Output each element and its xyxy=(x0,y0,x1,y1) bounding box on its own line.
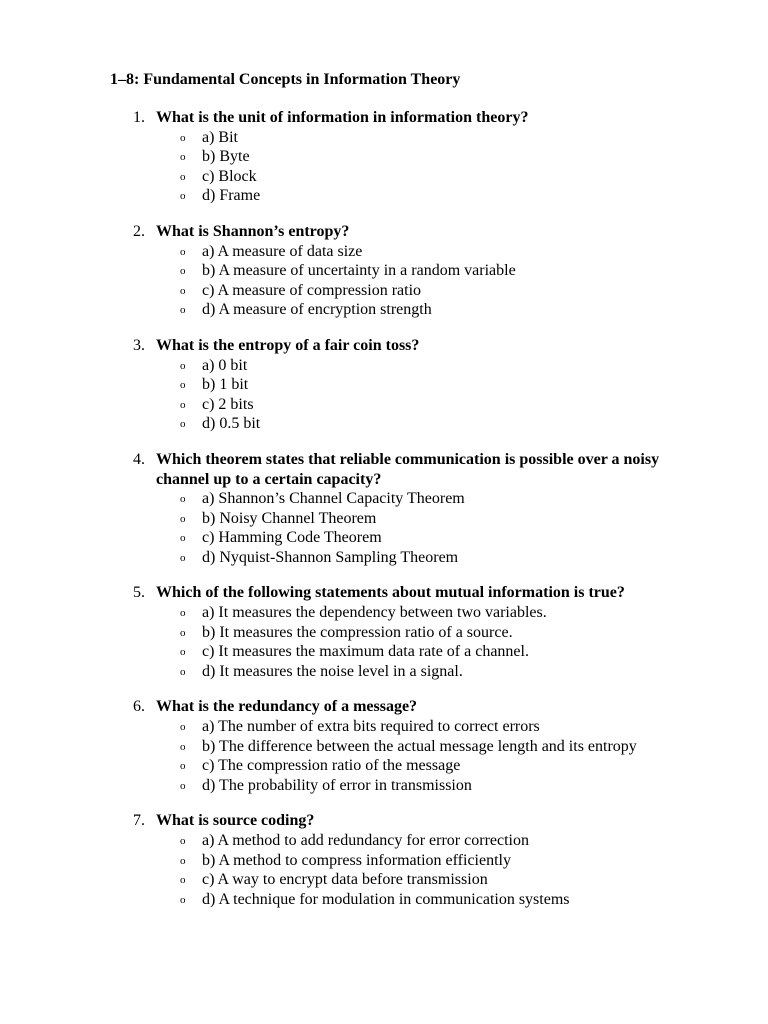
bullet-icon: o xyxy=(180,493,186,506)
option-text: b) A method to compress information efficiently xyxy=(202,851,511,869)
option-text: d) Nyquist-Shannon Sampling Theorem xyxy=(202,548,459,566)
option-text: a) The number of extra bits required to correct errors xyxy=(202,718,540,736)
option-item xyxy=(0,870,768,890)
option-text: c) A way to encrypt data before transmission xyxy=(202,871,488,889)
option-text: d) A measure of encryption strength xyxy=(202,301,432,319)
option-item xyxy=(0,548,768,568)
option-text: c) A measure of compression ratio xyxy=(202,281,422,299)
bullet-icon: o xyxy=(180,626,186,639)
question-2 xyxy=(0,222,768,320)
question-stem xyxy=(0,450,768,489)
option-item xyxy=(0,528,768,548)
question-1 xyxy=(0,108,768,206)
option-text: c) Hamming Code Theorem xyxy=(202,529,382,547)
option-item xyxy=(0,737,768,757)
question-stem xyxy=(0,108,768,128)
question-number: 7. xyxy=(133,812,145,830)
bullet-icon: o xyxy=(180,398,186,411)
option-list xyxy=(0,356,768,434)
option-text: b) The difference between the actual message length and its entropy xyxy=(202,737,637,755)
option-text: d) A technique for modulation in communication systems xyxy=(202,890,570,908)
bullet-icon: o xyxy=(180,284,186,297)
question-stem xyxy=(0,811,768,831)
question-5 xyxy=(0,583,768,681)
option-text: d) The probability of error in transmission xyxy=(202,776,472,794)
bullet-icon: o xyxy=(180,532,186,545)
option-item xyxy=(0,489,768,509)
option-item xyxy=(0,128,768,148)
option-text: d) It measures the noise level in a signal. xyxy=(202,662,463,680)
option-list xyxy=(0,242,768,320)
question-number: 2. xyxy=(133,222,145,240)
option-item xyxy=(0,756,768,776)
bullet-icon: o xyxy=(180,835,186,847)
option-text: c) The compression ratio of the message xyxy=(202,757,461,775)
bullet-icon: o xyxy=(180,646,186,659)
question-text: What is the redundancy of a message? xyxy=(156,698,418,716)
bullet-icon: o xyxy=(180,131,186,144)
bullet-icon: o xyxy=(180,760,186,773)
option-item xyxy=(0,890,768,910)
question-3 xyxy=(0,336,768,434)
bullet-icon: o xyxy=(180,304,186,317)
option-text: d) 0.5 bit xyxy=(202,415,261,433)
question-number: 3. xyxy=(133,336,145,354)
option-text: d) Frame xyxy=(202,187,261,205)
bullet-icon: o xyxy=(180,740,186,753)
question-number: 1. xyxy=(133,109,145,126)
bullet-icon: o xyxy=(180,245,186,258)
option-text: a) Shannon’s Channel Capacity Theorem xyxy=(202,490,465,508)
option-text: b) Noisy Channel Theorem xyxy=(202,509,377,527)
option-item xyxy=(0,414,768,434)
bullet-icon: o xyxy=(180,512,186,525)
option-list xyxy=(0,831,768,909)
option-text: b) It measures the compression ratio of a source. xyxy=(202,623,513,641)
option-item xyxy=(0,356,768,376)
option-item xyxy=(0,147,768,167)
question-text: What is source coding? xyxy=(156,812,315,830)
option-list xyxy=(0,603,768,681)
bullet-icon: o xyxy=(180,721,186,734)
option-text: a) Bit xyxy=(202,128,238,146)
question-text: What is the unit of information in information theory? xyxy=(156,109,529,126)
option-item xyxy=(0,186,768,206)
option-list xyxy=(0,489,768,567)
option-text: a) 0 bit xyxy=(202,356,248,374)
option-item xyxy=(0,603,768,623)
question-list xyxy=(0,108,768,925)
question-text: What is Shannon’s entropy? xyxy=(156,222,350,240)
option-text: b) Byte xyxy=(202,148,250,166)
option-text: c) Block xyxy=(202,167,257,185)
option-text: a) A measure of data size xyxy=(202,242,363,260)
bullet-icon: o xyxy=(180,359,186,372)
bullet-icon: o xyxy=(180,265,186,278)
question-text: Which of the following statements about mutual information is true? xyxy=(156,584,625,602)
option-item xyxy=(0,395,768,415)
bullet-icon: o xyxy=(180,665,186,678)
option-item xyxy=(0,717,768,737)
question-6 xyxy=(0,697,768,795)
option-text: c) It measures the maximum data rate of a channel. xyxy=(202,643,529,661)
bullet-icon: o xyxy=(180,779,186,792)
option-item xyxy=(0,509,768,529)
bullet-icon: o xyxy=(180,379,186,392)
option-text: b) 1 bit xyxy=(202,376,249,394)
option-item xyxy=(0,281,768,301)
question-4 xyxy=(0,450,768,568)
option-list xyxy=(0,128,768,206)
question-stem xyxy=(0,697,768,717)
question-number: 5. xyxy=(133,584,145,602)
question-stem xyxy=(0,583,768,603)
option-item xyxy=(0,242,768,262)
section-title: 1–8: Fundamental Concepts in Information Theory xyxy=(110,71,461,88)
question-stem xyxy=(0,336,768,356)
bullet-icon: o xyxy=(180,170,186,183)
bullet-icon: o xyxy=(180,874,186,887)
bullet-icon: o xyxy=(180,418,186,431)
bullet-icon: o xyxy=(180,151,186,164)
option-text: a) It measures the dependency between two variables. xyxy=(202,604,547,622)
question-text: Which theorem states that reliable communication is possible over a noisy channel up to a certain capacity? xyxy=(156,450,660,488)
question-text: What is the entropy of a fair coin toss? xyxy=(156,336,420,354)
option-item xyxy=(0,167,768,187)
option-list xyxy=(0,717,768,795)
option-item xyxy=(0,261,768,281)
question-7 xyxy=(0,811,768,909)
option-item xyxy=(0,851,768,871)
option-text: b) A measure of uncertainty in a random variable xyxy=(202,262,516,280)
bullet-icon: o xyxy=(180,893,186,906)
option-item xyxy=(0,300,768,320)
option-text: a) A method to add redundancy for error correction xyxy=(202,832,529,849)
option-item xyxy=(0,642,768,662)
option-item xyxy=(0,776,768,796)
option-item xyxy=(0,375,768,395)
bullet-icon: o xyxy=(180,551,186,564)
question-stem xyxy=(0,222,768,242)
option-text: c) 2 bits xyxy=(202,395,254,413)
question-number: 4. xyxy=(133,450,145,468)
question-number: 6. xyxy=(133,698,145,716)
option-item xyxy=(0,662,768,682)
bullet-icon: o xyxy=(180,607,186,620)
bullet-icon: o xyxy=(180,190,186,203)
bullet-icon: o xyxy=(180,854,186,867)
option-item xyxy=(0,623,768,643)
option-item xyxy=(0,831,768,851)
